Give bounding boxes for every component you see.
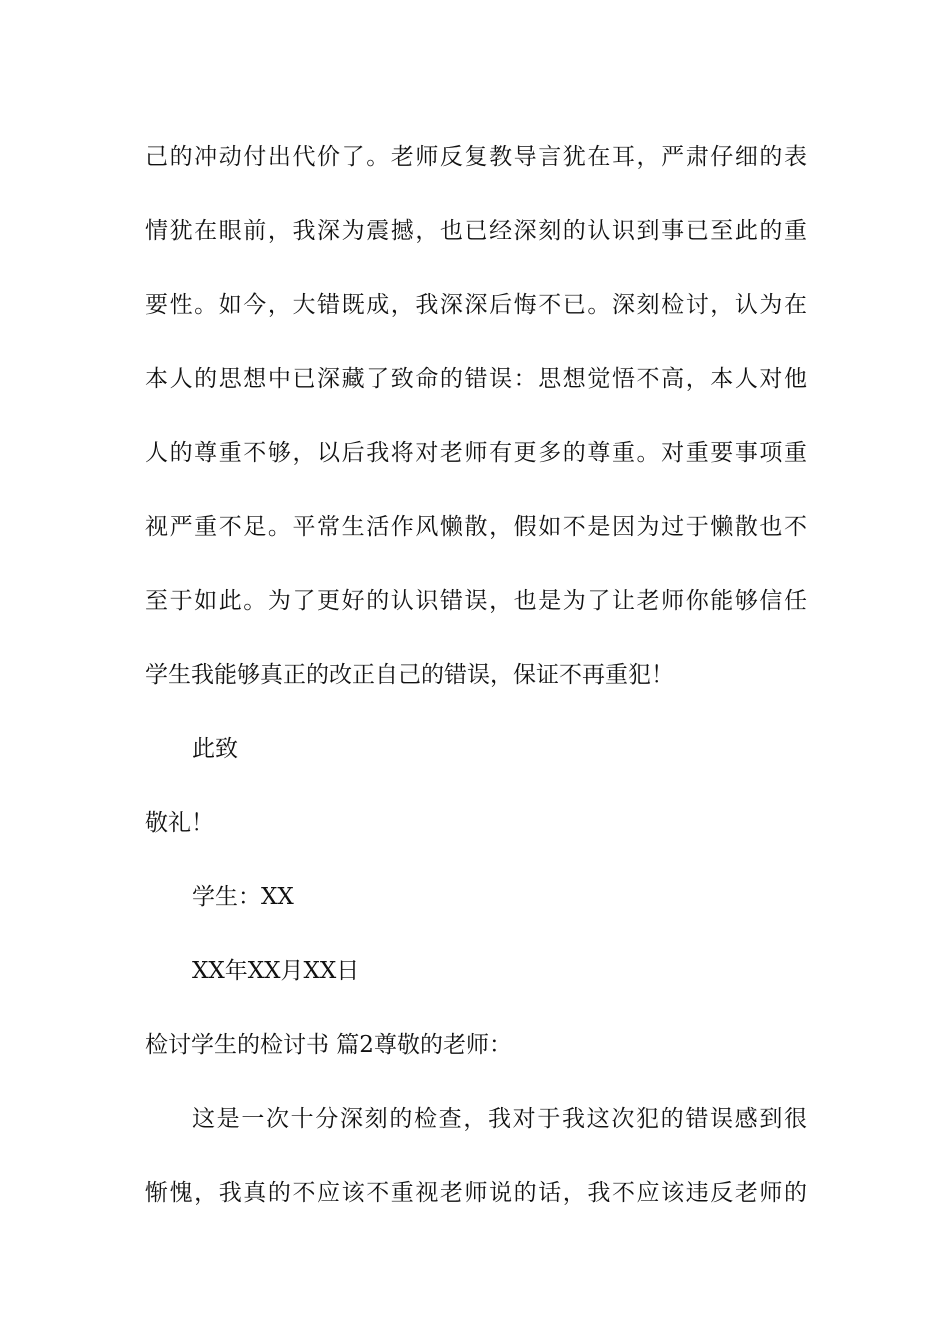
text-line: 惭愧，我真的不应该不重视老师说的话，我不应该违反老师的 — [145, 1180, 807, 1206]
closing-phrase: 此致 — [192, 736, 238, 762]
text-line: 要性。如今，大错既成，我深深后悔不已。深刻检讨，认为在 — [145, 292, 807, 318]
salutation: 敬礼！ — [145, 810, 214, 836]
text-line: 己的冲动付出代价了。老师反复教导言犹在耳，严肃仔细的表 — [145, 144, 807, 170]
date: XX年XX月XX日 — [192, 958, 360, 984]
text-line: 本人的思想中已深藏了致命的错误：思想觉悟不高，本人对他 — [145, 366, 807, 392]
signature: 学生：XX — [192, 884, 294, 910]
document-body — [145, 120, 807, 1230]
text-line: 情犹在眼前，我深为震撼，也已经深刻的认识到事已至此的重 — [145, 218, 807, 244]
text-line: 视严重不足。平常生活作风懒散，假如不是因为过于懒散也不 — [145, 514, 807, 540]
section-heading: 检讨学生的检讨书 篇2尊敬的老师： — [145, 1032, 512, 1058]
text-line: 人的尊重不够，以后我将对老师有更多的尊重。对重要事项重 — [145, 440, 807, 466]
text-line: 这是一次十分深刻的检查，我对于我这次犯的错误感到很 — [192, 1106, 807, 1132]
text-line: 至于如此。为了更好的认识错误，也是为了让老师你能够信任 — [145, 588, 807, 614]
paragraph-1 — [145, 120, 807, 712]
text-line: 学生我能够真正的改正自己的错误，保证不再重犯！ — [145, 662, 674, 688]
paragraph-2 — [145, 1082, 807, 1230]
